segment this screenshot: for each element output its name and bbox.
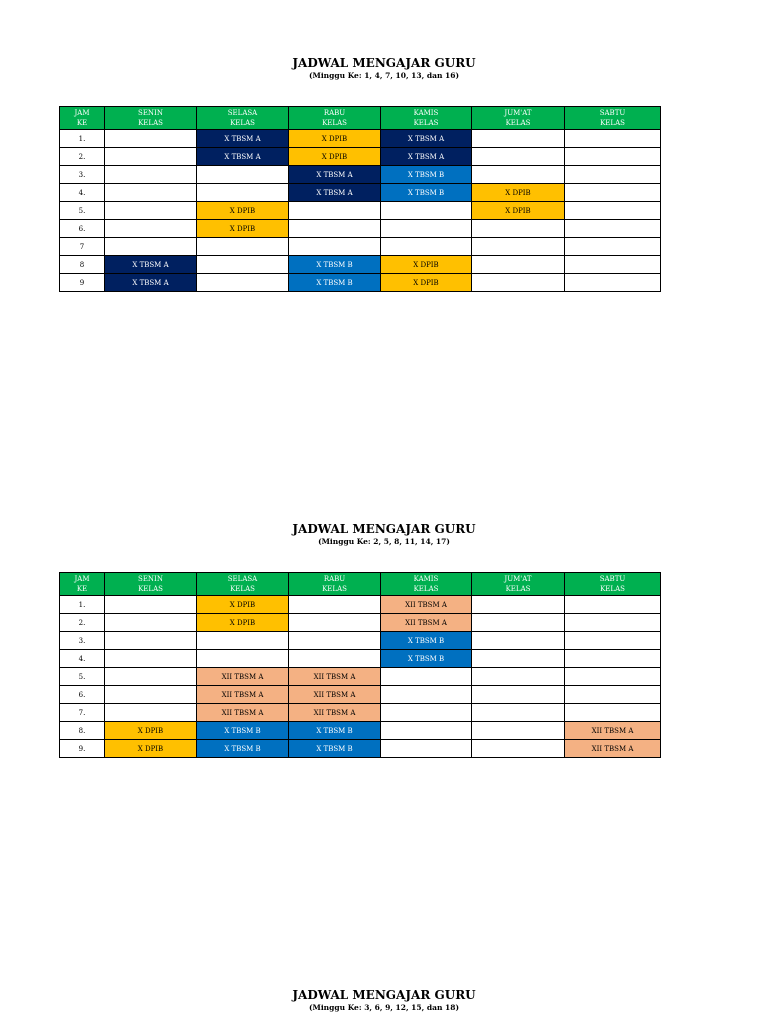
period-cell: 1. — [60, 596, 105, 614]
class-cell: XII TBSM A — [197, 686, 289, 704]
class-cell: XII TBSM A — [565, 722, 661, 740]
class-cell: X TBSM A — [289, 184, 381, 202]
class-cell — [472, 596, 565, 614]
class-cell — [565, 148, 661, 166]
period-cell: 3. — [60, 632, 105, 650]
class-cell: X TBSM B — [289, 740, 381, 758]
column-header — [381, 573, 472, 596]
class-cell — [472, 632, 565, 650]
class-cell — [197, 184, 289, 202]
class-cell — [472, 238, 565, 256]
class-cell: X TBSM B — [289, 274, 381, 292]
class-cell — [565, 184, 661, 202]
column-header — [105, 107, 197, 130]
period-cell: 5. — [60, 668, 105, 686]
column-header — [60, 107, 105, 130]
class-cell — [565, 668, 661, 686]
class-cell — [381, 202, 472, 220]
column-header-line: KAMIS — [413, 575, 439, 583]
class-cell — [472, 614, 565, 632]
class-cell — [472, 148, 565, 166]
column-header — [289, 573, 381, 596]
class-cell — [565, 274, 661, 292]
column-header-line: RABU — [323, 109, 346, 117]
class-cell — [565, 686, 661, 704]
column-header-line: KELAS — [322, 585, 347, 593]
table-row — [60, 686, 661, 704]
class-cell: XII TBSM A — [197, 704, 289, 722]
class-cell: X DPIB — [381, 256, 472, 274]
class-cell — [565, 166, 661, 184]
class-cell — [381, 722, 472, 740]
period-cell: 9. — [60, 740, 105, 758]
table-row — [60, 238, 661, 256]
column-header-line: KELAS — [230, 585, 255, 593]
header-row — [60, 107, 661, 130]
column-header — [60, 573, 105, 596]
class-cell: X DPIB — [197, 220, 289, 238]
period-cell: 2. — [60, 148, 105, 166]
class-cell — [197, 256, 289, 274]
column-header-line: SELASA — [227, 575, 258, 583]
class-cell — [289, 202, 381, 220]
class-cell: X TBSM A — [381, 130, 472, 148]
class-cell: XII TBSM A — [289, 686, 381, 704]
class-cell — [105, 148, 197, 166]
class-cell — [105, 632, 197, 650]
class-cell — [472, 704, 565, 722]
class-cell: X TBSM B — [381, 632, 472, 650]
class-cell — [289, 632, 381, 650]
class-cell — [105, 202, 197, 220]
class-cell: X TBSM A — [105, 256, 197, 274]
class-cell — [197, 166, 289, 184]
column-header-line: SENIN — [138, 575, 163, 583]
class-cell: X TBSM B — [289, 256, 381, 274]
class-cell — [105, 238, 197, 256]
class-cell — [472, 130, 565, 148]
column-header-line: SELASA — [227, 109, 258, 117]
class-cell — [565, 256, 661, 274]
class-cell — [565, 130, 661, 148]
schedule-table — [59, 106, 661, 292]
table-row — [60, 256, 661, 274]
class-cell — [472, 256, 565, 274]
table-row — [60, 650, 661, 668]
header-row — [60, 573, 661, 596]
class-cell — [381, 740, 472, 758]
class-cell — [197, 632, 289, 650]
class-cell: X DPIB — [289, 130, 381, 148]
column-header-line: KELAS — [600, 119, 625, 127]
class-cell: XII TBSM A — [565, 740, 661, 758]
column-header-line: KELAS — [230, 119, 255, 127]
class-cell — [105, 650, 197, 668]
class-cell — [565, 650, 661, 668]
class-cell — [565, 614, 661, 632]
class-cell: X TBSM A — [105, 274, 197, 292]
table-row — [60, 166, 661, 184]
column-header-line: KAMIS — [413, 109, 439, 117]
period-cell: 5. — [60, 202, 105, 220]
column-header-line: JUM'AT — [504, 575, 532, 583]
column-header-line: KELAS — [505, 119, 531, 127]
class-cell — [289, 238, 381, 256]
class-cell: X DPIB — [105, 740, 197, 758]
column-header-line: RABU — [323, 575, 346, 583]
table-row — [60, 704, 661, 722]
class-cell — [105, 614, 197, 632]
class-cell — [197, 274, 289, 292]
period-cell: 8. — [60, 722, 105, 740]
column-header — [472, 107, 565, 130]
class-cell — [105, 166, 197, 184]
class-cell — [197, 238, 289, 256]
period-cell: 4. — [60, 650, 105, 668]
class-cell: X DPIB — [472, 202, 565, 220]
column-header-line: KELAS — [413, 119, 439, 127]
column-header — [105, 573, 197, 596]
class-cell — [472, 274, 565, 292]
table-row — [60, 274, 661, 292]
period-cell: 7 — [60, 238, 105, 256]
column-header-line: SABTU — [599, 109, 626, 117]
schedule-title: JADWAL MENGAJAR GURU — [292, 988, 476, 1002]
class-cell: X TBSM B — [197, 740, 289, 758]
class-cell — [472, 650, 565, 668]
period-cell: 7. — [60, 704, 105, 722]
class-cell — [472, 220, 565, 238]
class-cell — [289, 650, 381, 668]
class-cell: X DPIB — [197, 202, 289, 220]
table-row — [60, 740, 661, 758]
column-header-line: KE — [76, 119, 88, 127]
period-cell: 1. — [60, 130, 105, 148]
class-cell — [472, 740, 565, 758]
class-cell: X DPIB — [472, 184, 565, 202]
class-cell: XII TBSM A — [381, 596, 472, 614]
class-cell — [565, 202, 661, 220]
column-header-line: JUM'AT — [504, 109, 532, 117]
table-row — [60, 220, 661, 238]
class-cell: X TBSM B — [289, 722, 381, 740]
class-cell: X TBSM B — [381, 166, 472, 184]
class-cell — [105, 668, 197, 686]
class-cell: X TBSM B — [197, 722, 289, 740]
table-row — [60, 130, 661, 148]
class-cell — [289, 596, 381, 614]
class-cell — [565, 238, 661, 256]
class-cell — [565, 704, 661, 722]
schedule-title: JADWAL MENGAJAR GURU — [292, 56, 476, 70]
table-row — [60, 202, 661, 220]
period-cell: 6. — [60, 686, 105, 704]
class-cell — [381, 686, 472, 704]
class-cell: X DPIB — [197, 596, 289, 614]
column-header — [197, 107, 289, 130]
class-cell — [381, 238, 472, 256]
table-row — [60, 632, 661, 650]
column-header-line: KELAS — [138, 119, 163, 127]
column-header — [472, 573, 565, 596]
column-header-line: KELAS — [505, 585, 531, 593]
schedule-table — [59, 572, 661, 758]
class-cell — [381, 668, 472, 686]
table-row — [60, 184, 661, 202]
schedule-subtitle: (Minggu Ke: 1, 4, 7, 10, 13, dan 16) — [308, 71, 459, 80]
class-cell: XII TBSM A — [197, 668, 289, 686]
period-cell: 9 — [60, 274, 105, 292]
table-row — [60, 148, 661, 166]
class-cell — [565, 632, 661, 650]
class-cell — [289, 614, 381, 632]
class-cell: X TBSM B — [381, 650, 472, 668]
class-cell — [381, 220, 472, 238]
class-cell: X TBSM A — [197, 130, 289, 148]
period-cell: 3. — [60, 166, 105, 184]
period-cell: 6. — [60, 220, 105, 238]
table-row — [60, 614, 661, 632]
class-cell — [289, 220, 381, 238]
column-header — [565, 107, 661, 130]
table-row — [60, 668, 661, 686]
column-header-line: SABTU — [599, 575, 626, 583]
class-cell — [565, 220, 661, 238]
class-cell — [105, 130, 197, 148]
table-row — [60, 596, 661, 614]
class-cell: X DPIB — [105, 722, 197, 740]
class-cell — [565, 596, 661, 614]
class-cell — [105, 184, 197, 202]
class-cell: X TBSM A — [289, 166, 381, 184]
class-cell — [105, 596, 197, 614]
class-cell — [105, 220, 197, 238]
class-cell: X TBSM A — [381, 148, 472, 166]
column-header-line: KELAS — [413, 585, 439, 593]
column-header-line: KE — [76, 585, 88, 593]
class-cell — [472, 166, 565, 184]
class-cell: X DPIB — [197, 614, 289, 632]
column-header — [381, 107, 472, 130]
column-header-line: KELAS — [322, 119, 347, 127]
period-cell: 8 — [60, 256, 105, 274]
column-header-line: SENIN — [138, 109, 163, 117]
class-cell — [197, 650, 289, 668]
class-cell — [472, 722, 565, 740]
class-cell — [472, 686, 565, 704]
class-cell: X DPIB — [381, 274, 472, 292]
class-cell — [105, 686, 197, 704]
class-cell: XII TBSM A — [381, 614, 472, 632]
column-header — [197, 573, 289, 596]
class-cell: X DPIB — [289, 148, 381, 166]
class-cell — [472, 668, 565, 686]
table-row — [60, 722, 661, 740]
column-header-line: JAM — [74, 575, 90, 583]
column-header-line: KELAS — [138, 585, 163, 593]
column-header — [289, 107, 381, 130]
period-cell: 4. — [60, 184, 105, 202]
period-cell: 2. — [60, 614, 105, 632]
class-cell: XII TBSM A — [289, 668, 381, 686]
column-header-line: JAM — [74, 109, 90, 117]
class-cell: XII TBSM A — [289, 704, 381, 722]
column-header — [565, 573, 661, 596]
schedule-subtitle: (Minggu Ke: 2, 5, 8, 11, 14, 17) — [318, 537, 450, 546]
schedule-title: JADWAL MENGAJAR GURU — [292, 522, 476, 536]
class-cell — [381, 704, 472, 722]
class-cell — [105, 704, 197, 722]
column-header-line: KELAS — [600, 585, 625, 593]
class-cell: X TBSM A — [197, 148, 289, 166]
schedule-subtitle: (Minggu Ke: 3, 6, 9, 12, 15, dan 18) — [308, 1003, 459, 1012]
class-cell: X TBSM B — [381, 184, 472, 202]
